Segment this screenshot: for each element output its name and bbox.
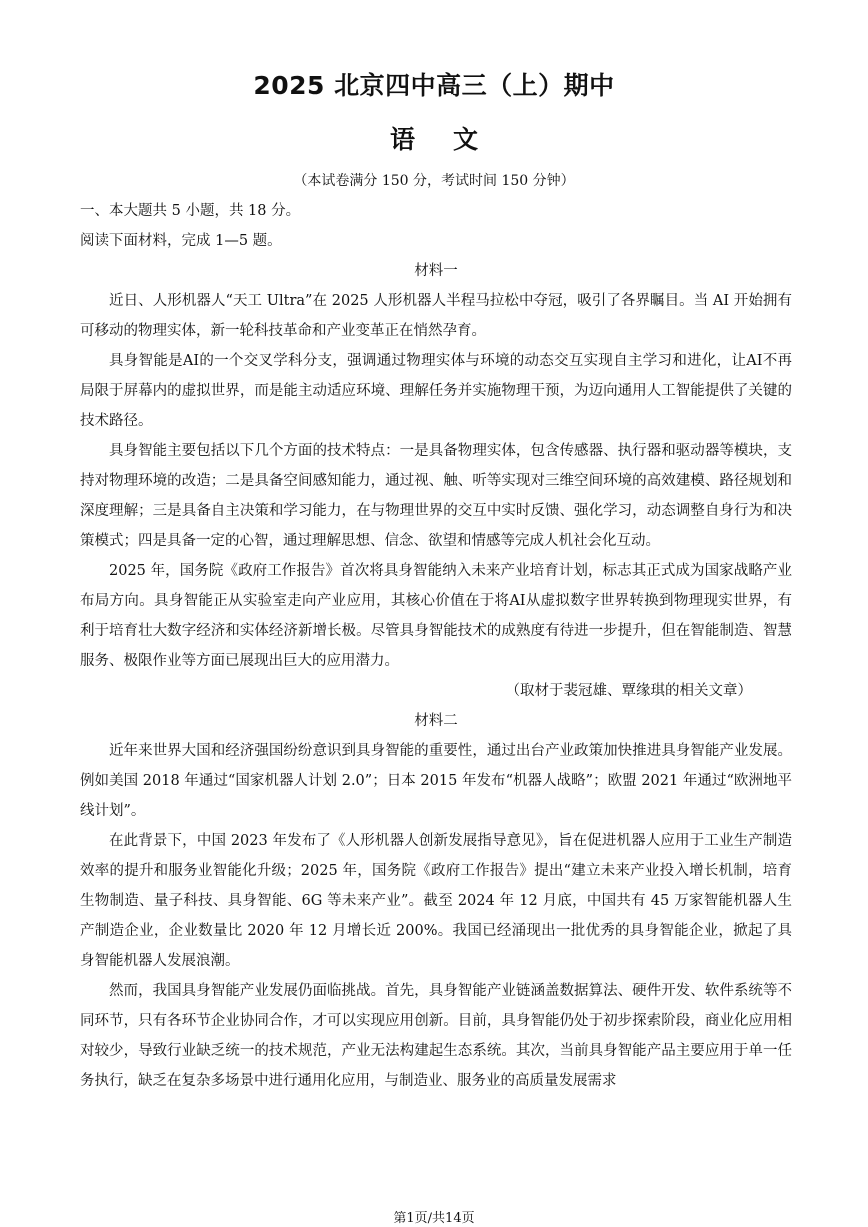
subject-title: 语文 bbox=[389, 125, 516, 154]
material-2-label: 材料二 bbox=[414, 713, 458, 729]
material-1-source: （取材于裴冠雄、覃缘琪的相关文章） bbox=[505, 683, 752, 699]
material-1-paragraph: 具身智能主要包括以下几个方面的技术特点：一是具备物理实体，包含传感器、执行器和驱动器等模块，支持对物理环境的改造；二是具备空间感知能力，通过视、触、听等实现对三维空间环境的高效建模、路径规划和深度理解；三是具备自主决策和学习能力，在与物理世界的交互中实时反馈、强化学习，动态调整自身行为和决策模式；四是具备一定的心智，通过理解思想、信念、欲望和情感等完成人机社会化互动。 bbox=[80, 443, 792, 549]
material-2-paragraph: 然而，我国具身智能产业发展仍面临挑战。首先，具身智能产业链涵盖数据算法、硬件开发、软件系统等不同环节，只有各环节企业协同合作，才可以实现应用创新。目前，具身智能仍处于初步探索阶段，商业化应用相对较少，导致行业缺乏统一的技术规范，产业无法构建起生态系统。其次，当前具身智能产品主要应用于单一任务执行，缺乏在复杂多场景中进行通用化应用，与制造业、服务业的高质量发展需求 bbox=[80, 983, 792, 1089]
material-2-paragraph: 在此背景下，中国 2023 年发布了《人形机器人创新发展指导意见》，旨在促进机器人应用于工业生产制造效率的提升和服务业智能化升级；2025 年，国务院《政府工作报告》提出“建立未来产业投入增长机制，培育生物制造、量子科技、具身智能、6G 等未来产业”。截至 2024 年 12 月底，中国共有 45 万家智能机器人生产制造企业，企业数量比 2020 年 12 月增长近 200%。我国已经涌现出一批优秀的具身智能企业，掀起了具身智能机器人发展浪潮。 bbox=[80, 833, 792, 969]
exam-body bbox=[80, 196, 792, 1096]
page-number: 第1页/共14页 bbox=[393, 1211, 475, 1226]
material-1-label: 材料一 bbox=[414, 263, 458, 279]
material-1-paragraph: 近日、人形机器人“天工 Ultra”在 2025 人形机器人半程马拉松中夺冠，吸引了各界瞩目。当 AI 开始拥有可移动的物理实体，新一轮科技革命和产业变革正在悄然孕育。 bbox=[80, 293, 792, 339]
section-heading: 一、本大题共 5 小题，共 18 分。 bbox=[80, 203, 301, 219]
material-2-paragraph: 近年来世界大国和经济强国纷纷意识到具身智能的重要性，通过出台产业政策加快推进具身智能产业发展。例如美国 2018 年通过“国家机器人计划 2.0”；日本 2015 年发布“机器人战略”；欧盟 2021 年通过“欧洲地平线计划”。 bbox=[80, 743, 792, 819]
material-1-paragraph: 具身智能是AI的一个交叉学科分支，强调通过物理实体与环境的动态交互实现自主学习和进化，让AI不再局限于屏幕内的虚拟世界，而是能主动适应环境、理解任务并实施物理干预，为迈向通用人工智能提供了关键的技术路径。 bbox=[80, 353, 792, 429]
exam-title: 2025 北京四中高三（上）期中 bbox=[253, 71, 615, 100]
material-1-paragraph: 2025 年，国务院《政府工作报告》首次将具身智能纳入未来产业培育计划，标志其正式成为国家战略产业布局方向。具身智能正从实验室走向产业应用，其核心价值在于将AI从虚拟数字世界转换到物理现实世界，有利于培育壮大数字经济和实体经济新增长极。尽管具身智能技术的成熟度有待进一步提升，但在智能制造、智慧服务、极限作业等方面已展现出巨大的应用潜力。 bbox=[80, 563, 792, 669]
exam-note: （本试卷满分 150 分，考试时间 150 分钟） bbox=[293, 173, 575, 189]
section-instruction: 阅读下面材料，完成 1—5 题。 bbox=[80, 233, 282, 249]
